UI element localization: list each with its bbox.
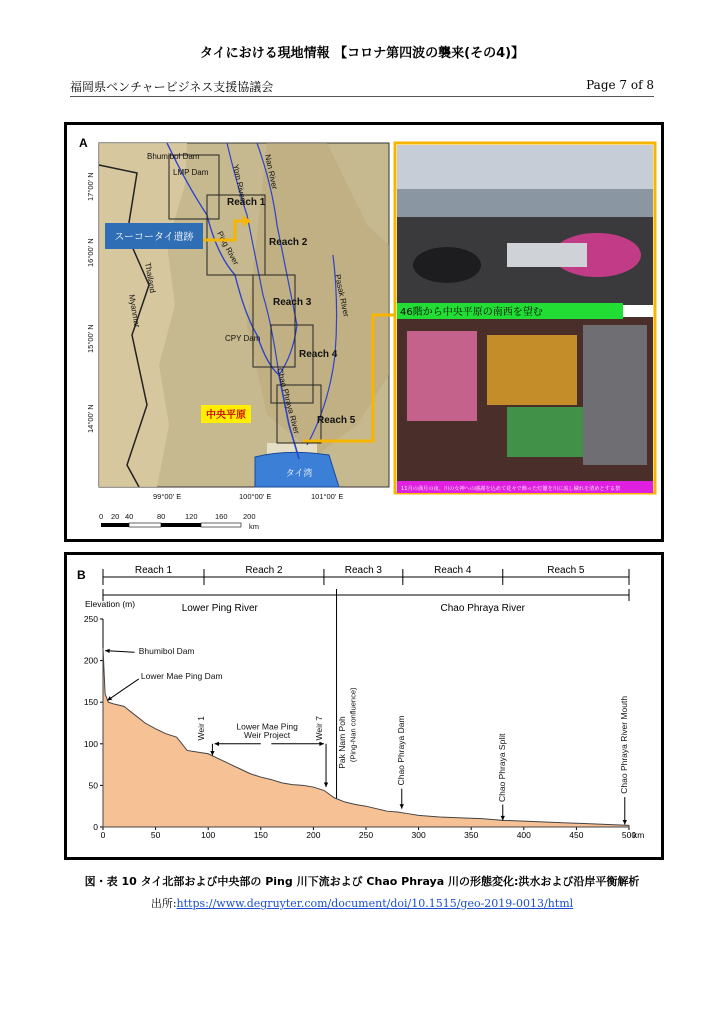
lat-label-17: 17°00' N — [86, 172, 95, 201]
scale-tick-20: 20 — [111, 512, 120, 521]
project-arrow-left-head — [215, 742, 220, 746]
source-link[interactable]: https://www.degruyter.com/document/doi/10.1515/geo-2019-0013/html — [176, 897, 574, 910]
elevation-profile-chart — [67, 555, 661, 857]
photo-view-text: 46階から中央平原の南西を望む — [400, 307, 543, 318]
market-flowers-left — [407, 331, 477, 421]
sukhothai-callout-text: スーコータイ遺跡 — [114, 232, 194, 243]
terrace-chair — [413, 247, 481, 283]
reach-label: Reach 5 — [547, 565, 585, 576]
scale-unit: km — [249, 522, 259, 531]
lmp-annotation: Lower Mae Ping Dam — [140, 670, 223, 681]
reach5-label: Reach 5 — [317, 415, 356, 426]
page-number: Page 7 of 8 — [586, 78, 654, 92]
map-label-chao-phraya: Chao Phraya River — [275, 367, 302, 435]
map-label-myanmar: Myanmar — [127, 293, 142, 329]
reach-label: Reach 4 — [434, 565, 472, 576]
reach-label: Reach 2 — [245, 565, 283, 576]
market-flowers-middle — [487, 335, 577, 405]
scale-bar — [99, 512, 259, 531]
map-label-thailand: Thailand — [143, 261, 158, 294]
panel-a-label: A — [79, 136, 88, 150]
x-tick-label: 150 — [253, 830, 268, 840]
x-axis-unit: km — [633, 830, 645, 840]
y-tick-label: 50 — [88, 780, 98, 791]
split-annotation: Chao Phraya Split — [496, 733, 507, 803]
split-arrow-head — [501, 816, 505, 821]
page-header — [70, 78, 654, 97]
project-arrow-right-head — [319, 742, 324, 746]
reach-label: Reach 3 — [344, 565, 382, 576]
bhumibol-arrow-head — [105, 649, 110, 653]
reach-bar — [103, 565, 629, 585]
cpy-annotation: Chao Phraya Dam — [395, 715, 406, 786]
pak-annotation-line1: Pak Nam Poh — [336, 716, 347, 769]
lat-label-15: 15°00' N — [86, 324, 95, 353]
lmp-arrow-head — [107, 696, 112, 700]
source-prefix: 出所: — [150, 897, 177, 910]
y-tick-label: 250 — [83, 614, 98, 624]
cpy-arrow-head — [400, 804, 404, 809]
figure-panel-b — [64, 552, 664, 860]
lon-label-99: 99°00' E — [153, 492, 182, 501]
map-label-bhumibol: Bhumibol Dam — [147, 152, 200, 161]
y-tick-label: 200 — [83, 655, 98, 666]
gulf-label: タイ湾 — [285, 469, 313, 479]
photo-caption-text: 11月の満月の夜、川の女神への感謝を込めて花々で飾った灯籠を川に流し穢れを清めとする祭 — [401, 486, 621, 492]
y-tick-label: 100 — [83, 738, 98, 749]
map-label-yom: Yom River — [231, 163, 248, 202]
y-tick-label: 150 — [83, 697, 98, 708]
organization-name: 福岡県ベンチャービジネス支援協議会 — [70, 80, 274, 94]
market-vendor — [583, 325, 647, 465]
figure-caption: 図・表 10 タイ北部および中央部の Ping 川下流および Chao Phraya 川の形態変化:洪水および沿岸平衡解析 — [84, 875, 640, 888]
bhumibol-annotation: Bhumibol Dam — [138, 645, 195, 656]
x-tick-label: 300 — [411, 830, 426, 840]
reach4-label: Reach 4 — [299, 349, 338, 360]
x-tick-label: 100 — [201, 830, 216, 840]
pak-annotation-line2: (Ping-Nan confluence) — [348, 687, 358, 763]
x-tick-label: 500 — [621, 830, 637, 840]
city-skyline-band — [397, 189, 653, 217]
terrace-table — [507, 243, 587, 267]
figure-panel-a — [64, 122, 664, 542]
map-label-ping: Ping River — [215, 229, 241, 267]
mouth-annotation: Chao Phraya River Mouth — [618, 695, 629, 794]
lat-label-14: 14°00' N — [86, 404, 95, 433]
weir1-annotation: Weir 1 — [195, 716, 206, 741]
map-svg — [67, 125, 661, 539]
weir7-annotation: Weir 7 — [313, 716, 324, 741]
reach3-label: Reach 3 — [273, 297, 312, 308]
x-tick-label: 250 — [358, 830, 374, 840]
x-tick-label: 350 — [464, 830, 479, 840]
scale-tick-120: 120 — [185, 512, 198, 521]
project-annotation-line1: Lower Mae Ping — [236, 721, 298, 732]
panel-b-label: B — [77, 568, 86, 582]
x-tick-label: 0 — [100, 830, 106, 840]
map-label-cpy: CPY Dam — [225, 334, 261, 343]
weir7-arrow-head — [324, 783, 328, 788]
reach1-label: Reach 1 — [227, 197, 266, 208]
x-tick-label: 200 — [306, 830, 321, 840]
reach2-label: Reach 2 — [269, 237, 308, 248]
x-tick-label: 50 — [150, 830, 161, 840]
scale-tick-40: 40 — [125, 512, 134, 521]
figure-source — [0, 895, 724, 911]
scale-tick-200: 200 — [243, 512, 256, 521]
lat-label-16: 16°00' N — [86, 238, 95, 267]
lmp-arrow — [107, 679, 139, 701]
map-label-lmp: LMP Dam — [173, 168, 209, 177]
x-tick-label: 400 — [516, 830, 531, 840]
reach-label: Reach 1 — [134, 565, 173, 576]
mouth-arrow-head — [623, 820, 627, 825]
map-label-nan: Nan River — [263, 153, 280, 191]
project-annotation-line2: Weir Project — [244, 729, 291, 740]
scale-tick-80: 80 — [157, 512, 166, 521]
x-tick-label: 450 — [569, 830, 584, 840]
y-tick-label: 0 — [93, 822, 98, 832]
scale-tick-0: 0 — [99, 512, 104, 521]
river-label: Lower Ping River — [181, 603, 258, 614]
river-label: Chao Phraya River — [440, 603, 526, 614]
y-axis-title: Elevation (m) — [85, 599, 136, 609]
scale-tick-160: 160 — [215, 512, 228, 521]
central-plain-label: 中央平原 — [206, 410, 246, 421]
lon-label-100: 100°00' E — [239, 492, 272, 501]
lon-label-101: 101°00' E — [311, 492, 344, 501]
document-title: タイにおける現地情報 【コロナ第四波の襲来(その4)】 — [199, 46, 525, 61]
map-label-pasak: Pasak River — [333, 273, 351, 318]
